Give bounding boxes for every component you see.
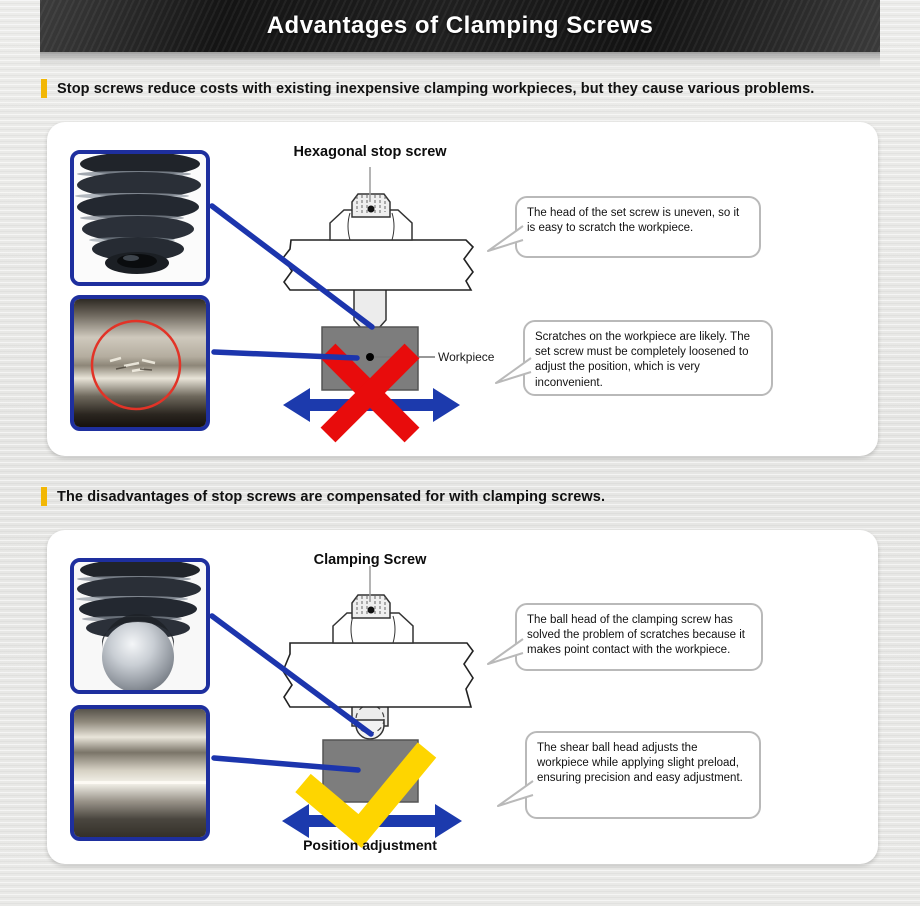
section-heading-2 <box>41 487 605 506</box>
page-title: Advantages of Clamping Screws <box>266 12 654 39</box>
diagram-title: Clamping Screw <box>313 552 427 568</box>
workpiece-label: Workpiece <box>438 350 495 364</box>
section-heading-1 <box>41 79 814 98</box>
mounting-plate <box>283 643 473 707</box>
callout-text: Scratches on the workpiece are likely. The set screw must be completely loosened to adjust the position, which is very inconvenient. <box>535 331 750 389</box>
yellow-accent-bar <box>41 79 47 98</box>
section-heading-text: The disadvantages of stop screws are compensated for with clamping screws. <box>57 488 606 505</box>
yellow-accent-bar <box>41 487 47 506</box>
callout-bubble <box>525 731 761 819</box>
clean-workpiece-photo <box>70 705 210 841</box>
position-adjustment-label: Position adjustment <box>303 837 437 853</box>
ball-tip-highlight <box>102 621 174 690</box>
set-screw-photo-image <box>74 154 206 282</box>
callout-bubble <box>515 196 761 258</box>
title-bar <box>40 0 880 52</box>
section-heading-text: Stop screws reduce costs with existing inexpensive clamping workpieces, but they cause various problems. <box>57 80 815 97</box>
scratched-workpiece-photo <box>70 295 210 431</box>
bubble-tail <box>494 357 532 385</box>
callout-text: The ball head of the clamping screw has solved the problem of scratches because it makes point contact with the workpiece. <box>527 614 745 657</box>
ball-head-screw-photo-image <box>74 562 206 690</box>
title-bar-shadow <box>40 52 880 69</box>
ball-head-screw-photo <box>70 558 210 694</box>
clamping-screw-panel <box>47 530 878 864</box>
callout-bubble <box>515 603 763 671</box>
diagram-title: Hexagonal stop screw <box>293 144 447 160</box>
callout-text: The shear ball head adjusts the workpiece while applying slight preload, ensuring precision and easy adjustment. <box>537 742 743 785</box>
clean-workpiece-photo-image <box>74 709 206 837</box>
bubble-tail <box>496 780 534 808</box>
callout-text: The head of the set screw is uneven, so it is easy to scratch the workpiece. <box>527 207 740 235</box>
stop-screw-panel <box>47 122 878 456</box>
set-screw-photo <box>70 150 210 286</box>
bubble-tail <box>486 638 524 666</box>
bubble-tail <box>486 225 524 253</box>
scratched-workpiece-photo-image <box>74 299 206 427</box>
callout-bubble <box>523 320 773 396</box>
